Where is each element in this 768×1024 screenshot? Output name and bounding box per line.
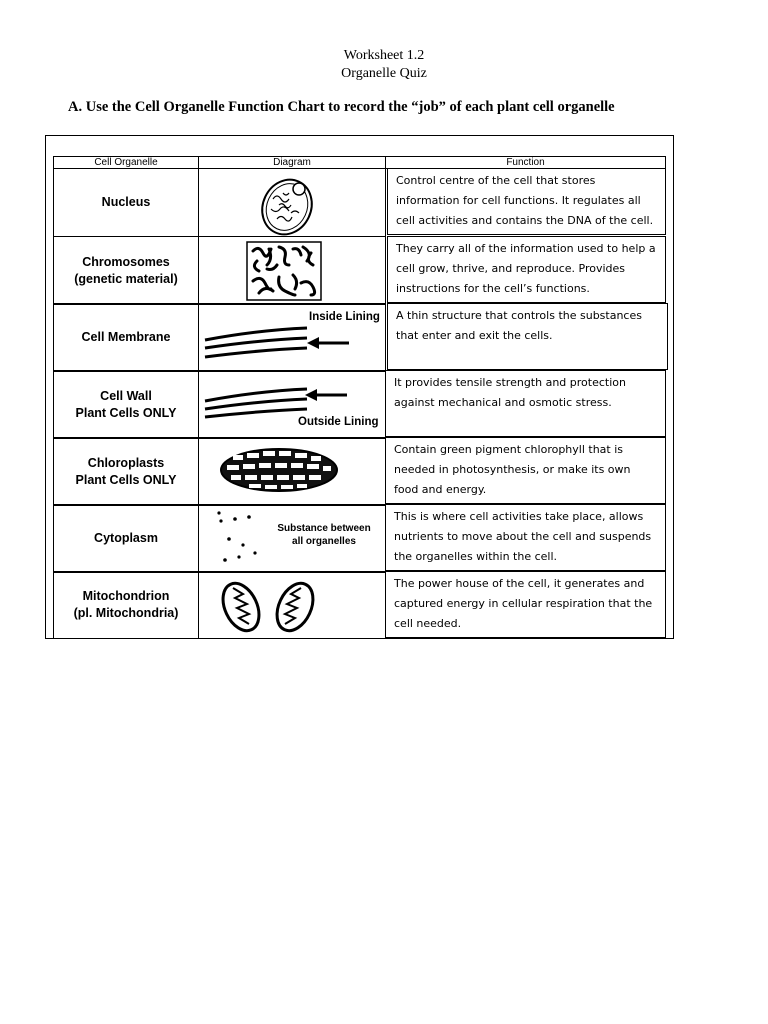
column-header-function: Function: [385, 156, 666, 169]
function-cell-wall: It provides tensile strength and protection against mechanical and osmotic stress.: [385, 370, 666, 437]
organelle-name-cell-wall: Cell Wall Plant Cells ONLY: [53, 370, 199, 439]
diagram-cell-membrane: [198, 303, 386, 372]
function-cytoplasm: This is where cell activities take place, allows nutrients to move about the cell and suspends the organelles within the cell.: [385, 504, 666, 571]
diagram-mitochondrion: [198, 571, 386, 639]
organelle-name-nucleus: Nucleus: [53, 168, 199, 237]
outside-lining-label: Outside Lining: [298, 416, 379, 428]
wall-lines-arrow-icon: [199, 371, 387, 440]
cytoplasm-diagram-label: Substance between all organelles: [277, 523, 371, 547]
diagram-nucleus: [198, 168, 386, 237]
function-chloroplasts: Contain green pigment chlorophyll that is needed in photosynthesis, or make its own food and energy.: [385, 437, 666, 504]
instruction-text: A. Use the Cell Organelle Function Chart to record the “job” of each plant cell organelle: [68, 99, 615, 115]
column-header-organelle: Cell Organelle: [53, 156, 199, 169]
function-nucleus: Control centre of the cell that stores information for cell functions. It regulates all cell activities and contains the DNA of the cell.: [387, 168, 666, 235]
organelle-name-chromosomes: Chromosomes (genetic material): [53, 236, 199, 305]
worksheet-number: Worksheet 1.2: [343, 48, 425, 63]
diagram-chromosomes: [198, 236, 386, 305]
organelle-name-chloroplasts: Chloroplasts Plant Cells ONLY: [53, 437, 199, 506]
diagram-cytoplasm: [198, 504, 386, 573]
column-header-diagram: Diagram: [198, 156, 386, 169]
organelle-name-cell-membrane: Cell Membrane: [53, 303, 199, 372]
organelle-name-mitochondrion: Mitochondrion (pl. Mitochondria): [53, 571, 199, 639]
diagram-cell-wall: [198, 370, 386, 439]
function-mitochondrion: The power house of the cell, it generates and captured energy in cellular respiration that the cell needed.: [385, 571, 666, 638]
organelle-name-cytoplasm: Cytoplasm: [53, 504, 199, 573]
chloroplast-drawing-icon: [199, 438, 387, 507]
nucleus-drawing-icon: [199, 169, 387, 238]
function-chromosomes: They carry all of the information used to help a cell grow, thrive, and reproduce. Provides instructions for the cell’s functions.: [387, 236, 666, 303]
membrane-lines-arrow-icon: [199, 304, 387, 373]
worksheet-title: Organelle Quiz: [341, 66, 427, 81]
inside-lining-label: Inside Lining: [309, 311, 380, 323]
diagram-chloroplasts: [198, 437, 386, 506]
function-cell-membrane: A thin structure that controls the substances that enter and exit the cells.: [387, 303, 668, 370]
mitochondria-drawing-icon: [199, 572, 387, 640]
chromosomes-drawing-icon: [199, 237, 387, 306]
